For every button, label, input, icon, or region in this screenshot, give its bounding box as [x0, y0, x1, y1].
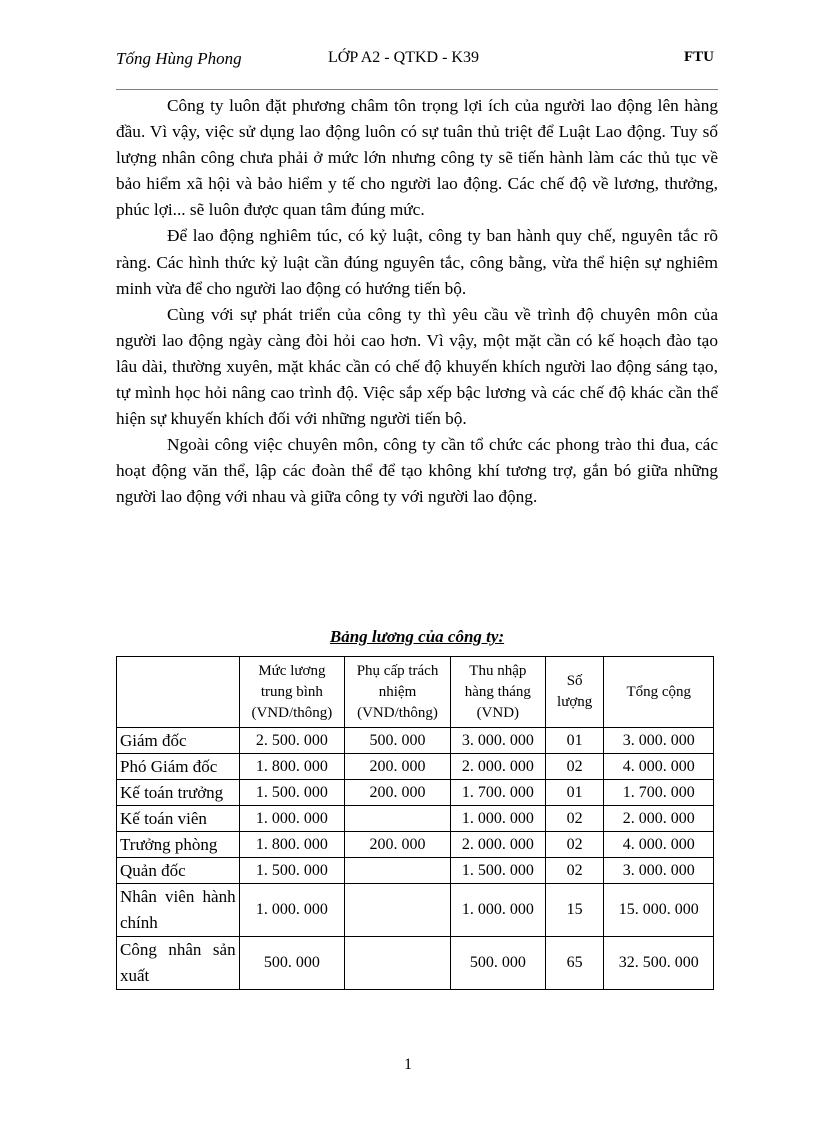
paragraph: Ngoài công việc chuyên môn, công ty cần tổ chức các phong trào thi đua, các hoạt động văn thể, lập các đoàn thể để tạo không khí tương trợ, gắn bó giữa những người lao động với nhau và giữa công ty với người lao động.	[116, 435, 718, 507]
table-row	[117, 754, 714, 780]
cell-total: 4. 000. 000	[604, 832, 714, 858]
cell-quantity: 01	[545, 728, 604, 754]
table-row	[117, 858, 714, 884]
header-author: Tống Hùng Phong	[116, 49, 242, 68]
table-row	[117, 728, 714, 754]
cell-avg-salary: 1. 800. 000	[239, 832, 345, 858]
cell-monthly-income: 1. 700. 000	[450, 780, 545, 806]
cell-position: Quản đốc	[117, 858, 240, 884]
header-avg-salary: Mức lương trung bình (VND/thông)	[239, 657, 345, 728]
cell-monthly-income: 2. 000. 000	[450, 754, 545, 780]
header-rule	[116, 89, 718, 90]
cell-position: Kế toán trưởng	[117, 780, 240, 806]
cell-quantity: 65	[545, 937, 604, 990]
header-position	[117, 657, 240, 728]
cell-allowance	[345, 806, 451, 832]
table-row	[117, 806, 714, 832]
cell-quantity: 02	[545, 806, 604, 832]
cell-total: 1. 700. 000	[604, 780, 714, 806]
cell-allowance	[345, 884, 451, 937]
page-number: 1	[404, 1056, 412, 1073]
cell-position: Kế toán viên	[117, 806, 240, 832]
cell-avg-salary: 1. 800. 000	[239, 754, 345, 780]
header-quantity: Số lượng	[545, 657, 604, 728]
cell-monthly-income: 2. 000. 000	[450, 832, 545, 858]
cell-allowance: 200. 000	[345, 832, 451, 858]
cell-quantity: 02	[545, 858, 604, 884]
paragraph: Để lao động nghiêm túc, có kỷ luật, công ty ban hành quy chế, nguyên tắc rõ ràng. Các hình thức kỷ luật cần đúng nguyên tắc, công bằng, vừa thể hiện sự nghiêm minh vừa để cho người lao động có hướng tiến bộ.	[116, 226, 718, 298]
cell-monthly-income: 1. 500. 000	[450, 858, 545, 884]
cell-allowance: 200. 000	[345, 780, 451, 806]
cell-position: Phó Giám đốc	[117, 754, 240, 780]
cell-avg-salary: 500. 000	[239, 937, 345, 990]
cell-total: 4. 000. 000	[604, 754, 714, 780]
cell-total: 2. 000. 000	[604, 806, 714, 832]
cell-allowance	[345, 937, 451, 990]
table-title: Bảng lương của công ty:	[329, 627, 505, 646]
header-class: LỚP A2 - QTKD - K39	[328, 49, 479, 66]
paragraph: Công ty luôn đặt phương châm tôn trọng lợi ích của người lao động lên hàng đầu. Vì vậy, việc sử dụng lao động luôn có sự tuân thủ triệt để Luật Lao động. Tuy số lượng nhân công chưa phải ở mức lớn nhưng công ty sẽ tiến hành làm các thủ tục về bảo hiểm xã hội và bảo hiểm y tế cho người lao động. Các chế độ về lương, thưởng, phúc lợi... sẽ luôn được quan tâm đúng mức.	[116, 96, 718, 220]
cell-position: Công nhân sản xuất	[117, 937, 240, 990]
cell-quantity: 02	[545, 832, 604, 858]
cell-quantity: 15	[545, 884, 604, 937]
cell-total: 32. 500. 000	[604, 937, 714, 990]
table-row	[117, 832, 714, 858]
cell-avg-salary: 1. 500. 000	[239, 858, 345, 884]
cell-monthly-income: 3. 000. 000	[450, 728, 545, 754]
header-monthly-income: Thu nhập hàng tháng (VND)	[450, 657, 545, 728]
header-school: FTU	[684, 49, 714, 65]
cell-position: Nhân viên hành chính	[117, 884, 240, 937]
cell-position: Trưởng phòng	[117, 832, 240, 858]
table-row	[117, 937, 714, 990]
cell-monthly-income: 1. 000. 000	[450, 806, 545, 832]
paragraph: Cùng với sự phát triển của công ty thì yêu cầu về trình độ chuyên môn của người lao động ngày càng đòi hỏi cao hơn. Vì vậy, một mặt cần có kế hoạch đào tạo lâu dài, thường xuyên, mặt khác cần có chế độ khuyến khích người lao động sáng tạo, tự mình học hỏi nâng cao trình độ. Việc sắp xếp bậc lương và các chế độ khác cần thể hiện sự khuyến khích đối với những người tiến bộ.	[116, 304, 718, 429]
cell-allowance	[345, 858, 451, 884]
cell-quantity: 01	[545, 780, 604, 806]
salary-table	[116, 656, 714, 990]
cell-avg-salary: 1. 500. 000	[239, 780, 345, 806]
table-header-row	[117, 657, 714, 728]
cell-monthly-income: 500. 000	[450, 937, 545, 990]
cell-avg-salary: 2. 500. 000	[239, 728, 345, 754]
page-header	[116, 49, 718, 73]
cell-avg-salary: 1. 000. 000	[239, 806, 345, 832]
cell-total: 3. 000. 000	[604, 728, 714, 754]
body-text	[116, 93, 718, 511]
cell-allowance: 500. 000	[345, 728, 451, 754]
cell-monthly-income: 1. 000. 000	[450, 884, 545, 937]
cell-total: 15. 000. 000	[604, 884, 714, 937]
table-row	[117, 884, 714, 937]
table-row	[117, 780, 714, 806]
cell-total: 3. 000. 000	[604, 858, 714, 884]
header-allowance: Phụ cấp trách nhiệm (VND/thông)	[345, 657, 451, 728]
cell-avg-salary: 1. 000. 000	[239, 884, 345, 937]
header-total: Tổng cộng	[604, 657, 714, 728]
cell-position: Giám đốc	[117, 728, 240, 754]
cell-allowance: 200. 000	[345, 754, 451, 780]
cell-quantity: 02	[545, 754, 604, 780]
